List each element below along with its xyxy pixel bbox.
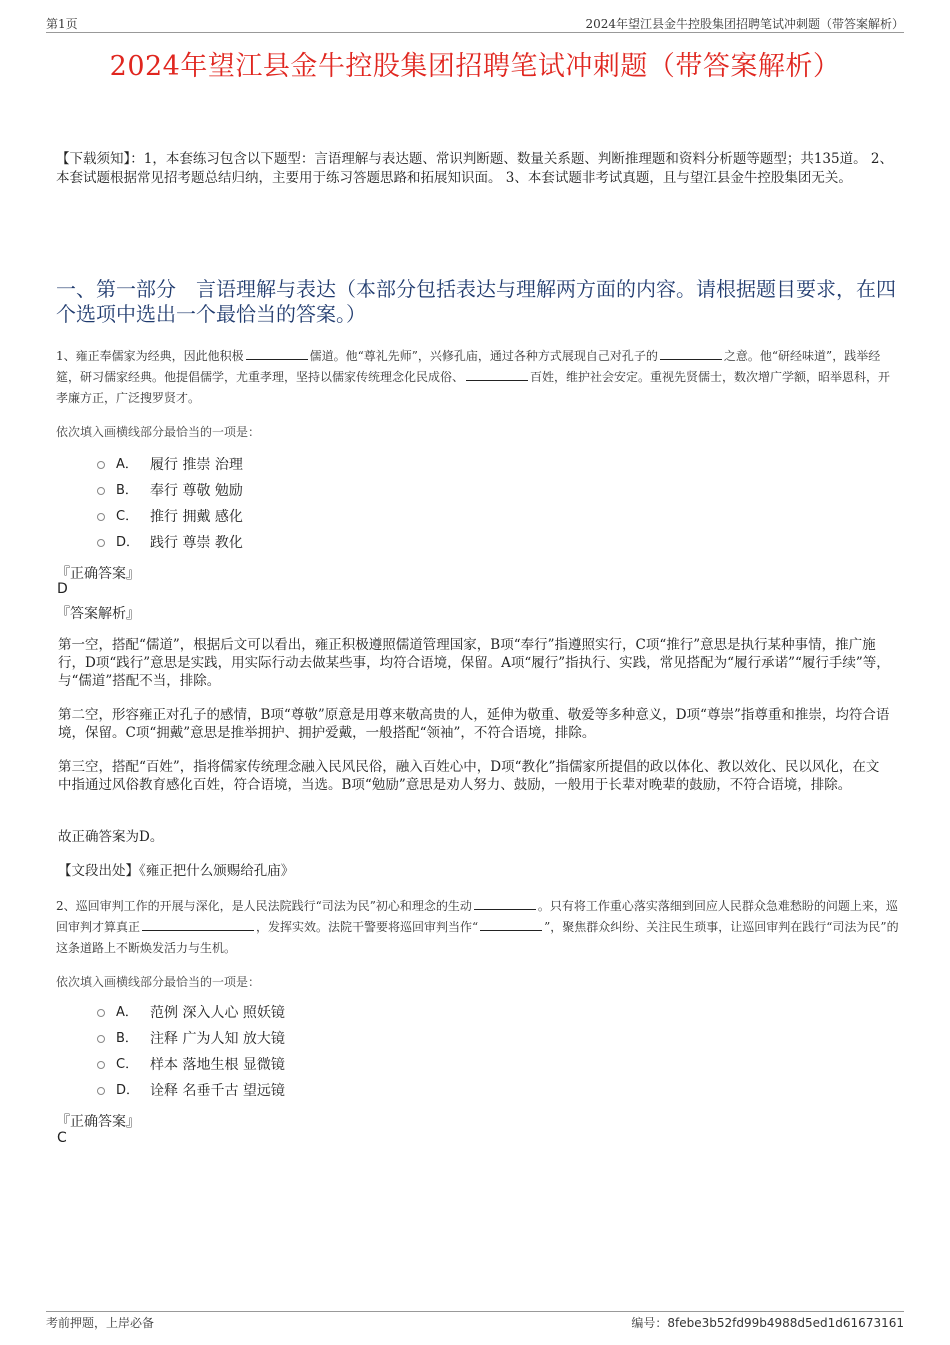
analysis-paragraph: 第二空，形容雍正对孔子的感情，B项“尊敬”原意是用尊来敬高贵的人，延伸为敬重、敬爱等多种意义，D项“尊崇”指尊重和推崇，均符合语境，保留。C项“拥戴”意思是推举拥护、拥护爱戴，一般搭配“领袖”，不符合语境，排除。 (58, 707, 890, 741)
option-c[interactable]: C． 样本 落地生根 显微镜 (97, 1052, 285, 1078)
fill-blank (480, 919, 542, 931)
option-c[interactable]: C． 推行 拥戴 感化 (97, 504, 243, 530)
option-d[interactable]: D． 诠释 名垂千古 望远镜 (97, 1078, 285, 1104)
answer-value: D (57, 581, 68, 597)
question-1-text: 1、雍正奉儒家为经典，因此他积极 儒道。他“尊礼先师”，兴修孔庙，通过各种方式展现自己对孔子的 之意。他“研经味道”，践举经筵，研习儒家经典。他提倡儒学，尤重孝理，坚持以儒家传统理念化民成俗、 百姓，维护社会安定。重视先贤儒士，数次增广学额，昭举恩科，开孝廉方正，广泛搜罗贤才。 (56, 349, 891, 405)
page-footer (46, 1311, 904, 1330)
download-notice: 【下载须知】：1，本套练习包含以下题型：言语理解与表达题、常识判断题、数量关系题、判断推理题和资料分析题等题型；共135道。 2、本套试题根据常见招考题总结归纳，主要用于练习答题思路和拓展知识面。 3、本套试题非考试真题，且与望江县金牛控股集团无关。 (56, 151, 893, 186)
analysis-paragraph: 第一空，搭配“儒道”，根据后文可以看出，雍正积极遵照儒道管理国家，B项“奉行”指遵照实行，C项“推行”意思是执行某种事情，推广施行，D项“践行”意思是实践，用实际行动去做某些事，均符合语境，保留。A项“履行”指执行、实践，常见搭配为“履行承诺”“履行手续”等，与“儒道”搭配不当，排除。 (58, 637, 890, 689)
section-heading: 一、第一部分 言语理解与表达（本部分包括表达与理解两方面的内容。请根据题目要求，在四个选项中选出一个最恰当的答案。） (56, 277, 896, 326)
radio-icon[interactable] (97, 1035, 105, 1043)
radio-icon[interactable] (97, 1061, 105, 1069)
question-2-options (97, 1000, 285, 1104)
radio-icon[interactable] (97, 487, 105, 495)
footer-slogan: 考前押题，上岸必备 (46, 1316, 155, 1330)
radio-icon[interactable] (97, 513, 105, 521)
fill-blank (142, 919, 254, 931)
question-2-prompt: 依次填入画横线部分最恰当的一项是： (56, 975, 261, 989)
analysis-paragraph: 第三空，搭配“百姓”，指将儒家传统理念融入民风民俗，融入百姓心中，D项“教化”指儒家所提倡的政以体化、教以效化、民以风化，在文中指通过风俗教育感化百姓，符合语境，当选。B项“勉励”意思是劝人努力、鼓励，一般用于长辈对晚辈的鼓励，不符合语境，排除。 (58, 759, 880, 793)
answer-label: 『正确答案』 (56, 566, 140, 582)
analysis-label: 『答案解析』 (56, 606, 140, 622)
question-1-prompt: 依次填入画横线部分最恰当的一项是： (56, 425, 261, 439)
page-header (46, 14, 904, 33)
document-id: 编号：8febe3b52fd99b4988d5ed1d61673161 (631, 1316, 904, 1330)
option-a[interactable]: A． 履行 推崇 治理 (97, 452, 243, 478)
page-title: 2024年望江县金牛控股集团招聘笔试冲刺题（带答案解析） (109, 51, 841, 82)
question-1-options (97, 452, 243, 556)
answer-value: C (57, 1130, 67, 1146)
fill-blank (466, 369, 528, 381)
radio-icon[interactable] (97, 1009, 105, 1017)
option-b[interactable]: B． 注释 广为人知 放大镜 (97, 1026, 285, 1052)
fill-blank (660, 348, 722, 360)
source-citation: 【文段出处】《雍正把什么颁赐给孔庙》 (58, 863, 295, 879)
option-b[interactable]: B． 奉行 尊敬 勉励 (97, 478, 243, 504)
page-number: 第1页 (46, 17, 78, 31)
radio-icon[interactable] (97, 539, 105, 547)
radio-icon[interactable] (97, 461, 105, 469)
answer-label: 『正确答案』 (56, 1114, 140, 1130)
header-doc-title: 2024年望江县金牛控股集团招聘笔试冲刺题（带答案解析） (585, 17, 904, 31)
fill-blank (474, 898, 536, 910)
fill-blank (246, 348, 308, 360)
radio-icon[interactable] (97, 1087, 105, 1095)
option-d[interactable]: D． 践行 尊崇 教化 (97, 530, 243, 556)
question-2-text: 2、巡回审判工作的开展与深化，是人民法院践行“司法为民”初心和理念的生动 。只有将工作重心落实落细到回应人民群众急难愁盼的问题上来，巡回审判才算真正 ，发挥实效。法院干警要将巡回审判当作“ ”，聚焦群众纠纷、关注民生琐事，让巡回审判在践行“司法为民”的这条道路上不断焕发活力与生机。 (56, 899, 899, 955)
option-a[interactable]: A． 范例 深入人心 照妖镜 (97, 1000, 285, 1026)
analysis-conclusion: 故正确答案为D。 (58, 829, 164, 845)
